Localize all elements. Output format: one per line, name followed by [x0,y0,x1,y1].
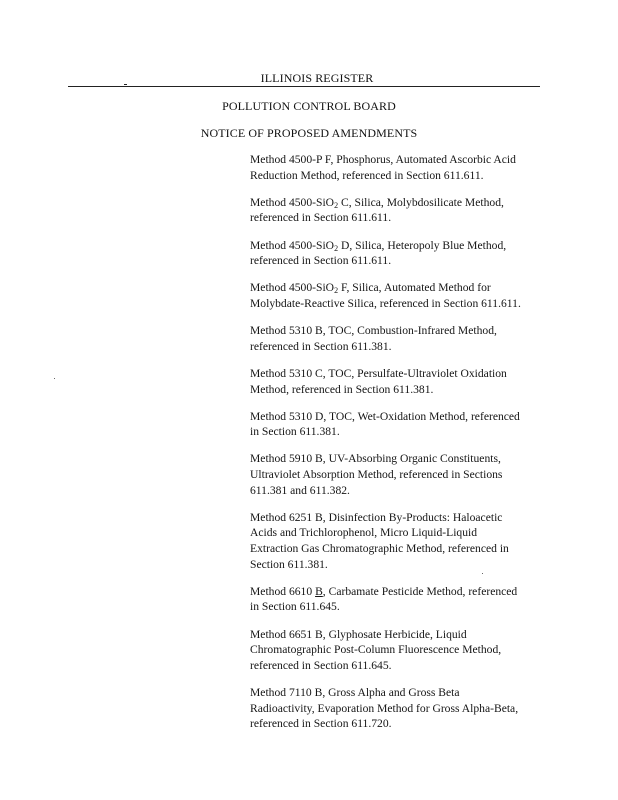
method-line: Method 5310 C, TOC, Persulfate-Ultraviolet Oxidation [250,366,507,380]
method-line: in Section 611.645. [250,600,340,614]
method-line: Chromatographic Post-Column Fluorescence Method, [250,643,502,657]
method-text: Method 4500-SiO [250,281,335,295]
header-rule-mark [124,84,127,85]
method-line: Method 6651 B, Glyphosate Herbicide, Liquid [250,627,467,641]
method-5310-b [250,323,550,354]
method-text: D, Silica, Heteropoly Blue Method, [338,238,507,252]
register-title: ILLINOIS REGISTER [260,71,374,85]
method-line: Section 611.381. [250,557,328,571]
subscript: 2 [334,243,339,253]
method-line: Molybdate-Reactive Silica, referenced in Section 611.611. [250,296,521,310]
method-5310-c [250,366,550,397]
method-list [250,152,550,743]
method-line: referenced in Section 611.611. [250,254,392,268]
scan-speck [482,573,483,574]
method-text: Method 6610 [250,584,316,598]
method-line: Method 6251 B, Disinfection By-Products: Haloacetic [250,510,503,524]
underlined-text: B [315,584,323,598]
method-line: Method 4500-P F, Phosphorus, Automated Ascorbic Acid [250,153,516,166]
method-line: referenced in Section 611.611. [250,211,392,225]
method-line: Ultraviolet Absorption Method, referenced in Sections [250,468,503,482]
method-line: Reduction Method, referenced in Section 611.611. [250,168,484,182]
method-line: Method 5910 B, UV-Absorbing Organic Constituents, [250,452,501,466]
subscript: 2 [334,286,339,296]
method-text: , Carbamate Pesticide Method, referenced [322,584,518,598]
method-line: referenced in Section 611.381. [250,339,392,353]
method-line: Method 5310 B, TOC, Combustion-Infrared Method, [250,324,497,338]
method-line: Method, referenced in Section 611.381. [250,382,434,396]
method-line: Method 7110 B, Gross Alpha and Gross Beta [250,685,460,699]
method-line: Radioactivity, Evaporation Method for Gross Alpha-Beta, [250,701,519,715]
method-text: Method 4500-SiO [250,238,335,252]
header-rule [68,86,540,87]
method-4500-p-f [250,152,550,183]
method-5310-d [250,409,550,440]
method-4500-sio2-c [250,195,550,226]
method-5910-b [250,451,550,498]
method-line: Method 5310 D, TOC, Wet-Oxidation Method, referenced [250,409,520,423]
method-line: 611.381 and 611.382. [250,483,350,497]
method-text: C, Silica, Molybdosilicate Method, [338,195,504,209]
method-6251-b [250,510,550,572]
method-line: in Section 611.381. [250,425,340,439]
method-line [250,584,550,600]
method-line: Acids and Trichlorophenol, Micro Liquid-Liquid [250,526,478,540]
method-line: referenced in Section 611.645. [250,658,392,672]
notice-heading: NOTICE OF PROPOSED AMENDMENTS [200,126,418,140]
method-4500-sio2-f [250,280,550,311]
method-4500-sio2-d [250,238,550,269]
method-line [250,195,550,211]
method-text: F, Silica, Automated Method for [338,281,491,295]
method-line [250,238,550,254]
scan-speck [54,378,55,379]
method-text: Method 4500-SiO [250,195,335,209]
method-6651-b [250,627,550,674]
board-name: POLLUTION CONTROL BOARD [222,99,396,113]
method-line: referenced in Section 611.720. [250,717,392,731]
method-line [250,280,550,296]
method-line: Extraction Gas Chromatographic Method, referenced in [250,542,509,556]
method-6610-b [250,584,550,615]
method-7110-b [250,685,550,732]
subscript: 2 [334,200,339,210]
